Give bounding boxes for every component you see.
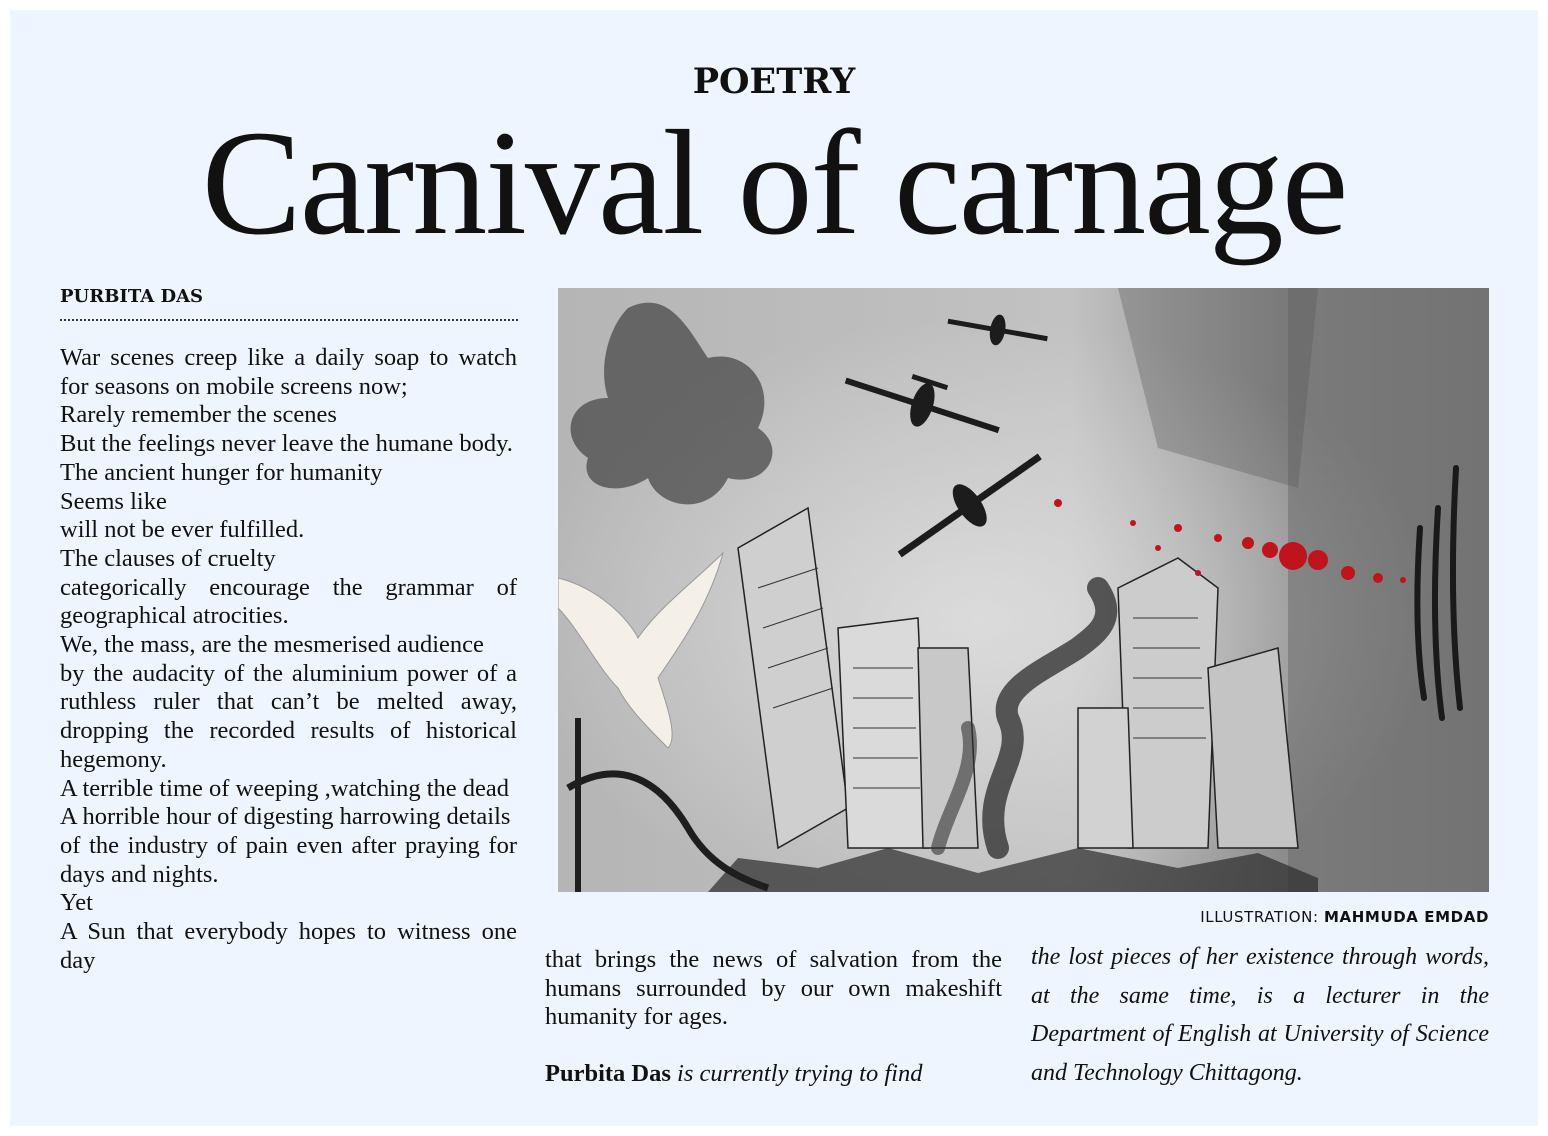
poem-line: Yet: [60, 889, 93, 917]
poem-line: Seems like: [60, 487, 167, 515]
poem-ending: that brings the news of salvation from the humans surrounded by our own makeshift humanity for ages.: [545, 946, 1002, 1031]
poem-column-1: [60, 344, 517, 975]
bio-text-1: is currently trying to find: [677, 1060, 923, 1088]
poem-line: of the industry of pain even after praying for days and nights.: [60, 831, 517, 888]
poem-line: We, the mass, are the mesmerised audience: [60, 631, 484, 659]
illustration-credit: [1200, 908, 1489, 926]
credit-name: MAHMUDA EMDAD: [1324, 908, 1489, 926]
illustration-art: [558, 288, 1489, 892]
page: [10, 10, 1538, 1126]
war-illustration: [558, 288, 1489, 892]
poem-line: A terrible time of weeping ,watching the dead: [60, 774, 510, 802]
poem-line: by the audacity of the aluminium power of a ruthless ruler that can’t be melted away, dropping the recorded results of historical hegemony.: [60, 659, 517, 773]
byline: PURBITA DAS: [60, 285, 518, 321]
poem-line: War scenes creep like a daily soap to watch for seasons on mobile screens now;: [60, 344, 517, 400]
poem-column-2: [545, 946, 1002, 1089]
poem-line: But the feelings never leave the humane body.: [60, 430, 513, 458]
author-bio-end: the lost pieces of her existence through words, at the same time, is a lecturer in the Department of English at University of Science and Technology Chittagong.: [1031, 944, 1489, 1086]
poem-line: will not be ever fulfilled.: [60, 516, 305, 544]
poem-line: categorically encourage the grammar of geographical atrocities.: [60, 573, 517, 630]
section-label: POETRY: [692, 61, 856, 102]
poem-line: A Sun that everybody hopes to witness one day: [60, 918, 517, 974]
poem-line: A horrible hour of digesting harrowing details: [60, 803, 511, 831]
credit-label: ILLUSTRATION:: [1200, 908, 1319, 926]
headline: Carnival of carnage: [201, 100, 1347, 266]
poem-line: The ancient hunger for humanity: [60, 458, 383, 486]
bio-name: Purbita Das: [545, 1060, 671, 1088]
poem-column-3: [1031, 938, 1489, 1092]
author-bio-start: [545, 1060, 1002, 1089]
poem-line: The clauses of cruelty: [60, 544, 276, 572]
poem-line: Rarely remember the scenes: [60, 401, 337, 429]
